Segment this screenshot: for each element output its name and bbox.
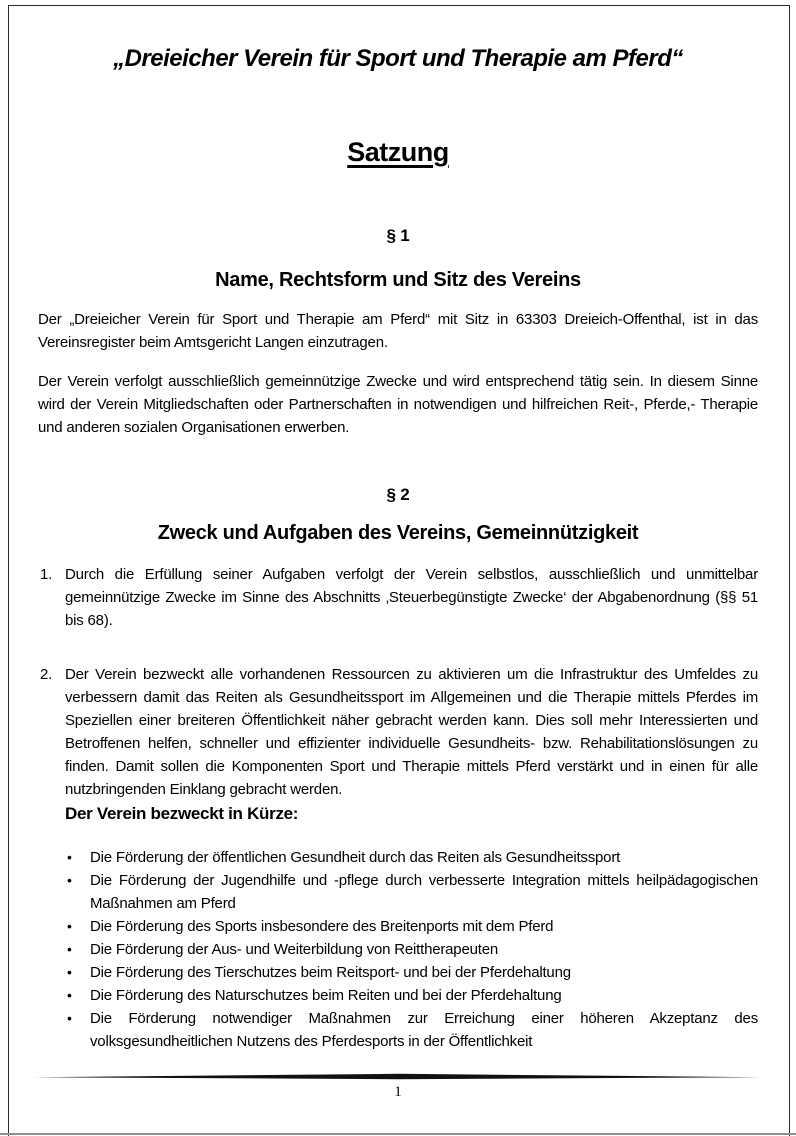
item-number: 2. xyxy=(40,666,53,683)
section-2-title: Zweck und Aufgaben des Vereins, Gemeinnützigkeit xyxy=(157,522,639,544)
bullet-icon: • xyxy=(67,987,72,1003)
bullet-icon: • xyxy=(67,918,72,934)
section-1-number: § 1 xyxy=(386,226,410,245)
numbered-item-text: Der Verein bezweckt alle vorhandenen Ressourcen zu aktivieren um die Infrastruktur des Umfeldes zu verbessern damit das Reiten als Gesundheitssport im Allgemeinen und die Therapie mittels Pferdes im Speziellen einer breiteren Öffentlichkeit näher gebracht werden kann. Dies soll mehr Interessierten und Betroffenen helfen, schneller und effizienter individuelle Gesundheits- bzw. Rehabilitationslösungen zu finden. Damit sollen die Komponenten Sport und Therapie mittels Pferd verstärkt und in einen für alle nutzbringenden Einklang gebracht werden. xyxy=(65,666,758,798)
bullet-text: Die Förderung des Tierschutzes beim Reitsport- und bei der Pferdehaltung xyxy=(90,964,571,981)
numbered-list xyxy=(38,563,758,801)
bullet-icon: • xyxy=(67,941,72,957)
document-title: „Dreieicher Verein für Sport und Therapie am Pferd“ xyxy=(113,45,683,72)
list-item xyxy=(38,915,758,938)
bullet-text: Die Förderung des Naturschutzes beim Reiten und bei der Pferdehaltung xyxy=(90,987,562,1004)
bullet-text: Die Förderung notwendiger Maßnahmen zur Erreichung einer höheren Akzeptanz des volksgesundheitlichen Nutzens des Pferdesports in der Öffentlichkeit xyxy=(90,1010,758,1050)
page-number: 1 xyxy=(394,1084,402,1100)
scan-bottom-edge xyxy=(0,1133,796,1135)
list-item xyxy=(38,869,758,915)
section-1-paragraph-2: Der Verein verfolgt ausschließlich gemeinnützige Zwecke und wird entsprechend tätig sein. In diesem Sinne wird der Verein Mitgliedschaften oder Partnerschaften in notwendigen und hilfreichen Reit-, Pferde,- Therapie und anderen sozialen Organisationen erwerben. xyxy=(38,373,758,436)
numbered-item-1 xyxy=(38,563,758,632)
bullet-text: Die Förderung der Aus- und Weiterbildung von Reittherapeuten xyxy=(90,941,498,958)
bullet-icon: • xyxy=(67,964,72,980)
list-item xyxy=(38,938,758,961)
bullet-icon: • xyxy=(67,849,72,865)
bullet-icon: • xyxy=(67,1010,72,1026)
footer-rule xyxy=(35,1073,761,1081)
bullet-text: Die Förderung des Sports insbesondere des Breitenports mit dem Pferd xyxy=(90,918,554,935)
section-1-title: Name, Rechtsform und Sitz des Vereins xyxy=(215,269,581,291)
section-2 xyxy=(38,484,758,1053)
numbered-item-2 xyxy=(38,663,758,801)
numbered-item-text: Durch die Erfüllung seiner Aufgaben verfolgt der Verein selbstlos, ausschließlich und unmittelbar gemeinnützige Zwecke im Sinne des Abschnitts ‚Steuerbegünstigte Zwecke‘ der Abgabenordnung (§§ 51 bis 68). xyxy=(65,566,758,629)
page-footer xyxy=(35,1073,761,1101)
bullet-text: Die Förderung der öffentlichen Gesundheit durch das Reiten als Gesundheitssport xyxy=(90,849,621,866)
bullet-list xyxy=(38,846,758,1053)
satzung-heading: Satzung xyxy=(347,137,449,167)
list-item xyxy=(38,984,758,1007)
page-content xyxy=(38,0,758,1053)
section-1-paragraph-1: Der „Dreieicher Verein für Sport und Therapie am Pferd“ mit Sitz in 63303 Dreieich-Offenthal, ist in das Vereinsregister beim Amtsgericht Langen einzutragen. xyxy=(38,311,758,351)
bullet-text: Die Förderung der Jugendhilfe und -pflege durch verbesserte Integration mittels heilpädagogischen Maßnahmen am Pferd xyxy=(90,872,758,912)
item-number: 1. xyxy=(40,566,53,583)
list-item xyxy=(38,1007,758,1053)
bullet-icon: • xyxy=(67,872,72,888)
list-item xyxy=(38,961,758,984)
section-2-number: § 2 xyxy=(386,485,410,504)
list-item xyxy=(38,846,758,869)
section-1 xyxy=(38,225,758,439)
subheading: Der Verein bezweckt in Kürze: xyxy=(65,804,299,823)
